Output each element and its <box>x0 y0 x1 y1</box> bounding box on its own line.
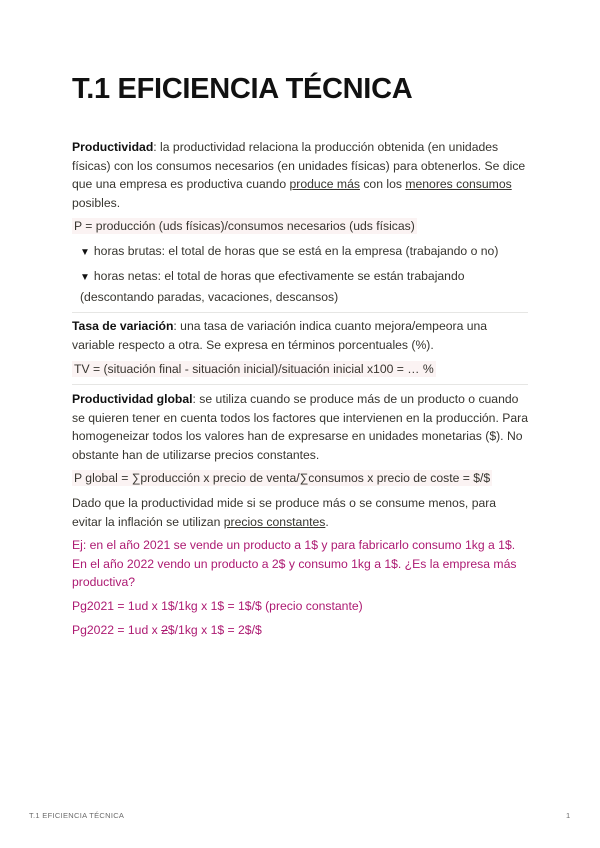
global-note-text-a: Dado que la productividad mide si se produce más o se consume menos, para evitar la inflación se utilizan <box>72 496 497 529</box>
toggle-horas-netas[interactable] <box>72 267 536 306</box>
productividad-text-c: posibles. <box>72 195 121 210</box>
pg2021-line: Pg2021 = 1ud x 1$/1kg x 1$ = 1$/$ (precio constante) <box>72 599 363 613</box>
productividad-term: Productividad <box>72 140 154 154</box>
productividad-text-a: : la productividad relaciona la producción obtenida (en unidades físicas) con los consumos necesarios (en unidades físicas) para obtenerlos. Se dice que una empresa es productiva cuando <box>72 140 526 191</box>
example-paragraph: Ej: en el año 2021 se vende un producto a 1$ y para fabricarlo consumo 1kg a 1$. En el año 2022 vendo un producto a 2$ y consumo 1kg a 1$. ¿Es la empresa más productiva? <box>72 538 517 589</box>
footer-page-number: 1 <box>566 811 571 820</box>
toggle-triangle-icon[interactable]: ▼ <box>80 272 90 283</box>
divider <box>72 384 528 385</box>
tasa-term: Tasa de variación <box>72 319 174 333</box>
tasa-formula: TV = (situación final - situación inicial)/situación inicial x100 = … % <box>74 362 434 376</box>
tasa-paragraph <box>72 317 528 354</box>
global-term: Productividad global <box>72 392 193 406</box>
productividad-text-b: con los <box>359 177 406 191</box>
toggle-horas-netas-text: horas netas: el total de horas que efectivamente se están trabajando (descontando paradas, vacaciones, descansos) <box>80 269 465 304</box>
footer-title: T.1 EFICIENCIA TÉCNICA <box>29 811 125 820</box>
productividad-formula: P = producción (uds físicas)/consumos necesarios (uds físicas) <box>74 219 415 233</box>
productividad-paragraph <box>72 138 528 212</box>
global-note-text-b: . <box>325 514 329 529</box>
global-note <box>72 494 528 531</box>
divider <box>72 312 528 313</box>
toggle-horas-brutas-text: horas brutas: el total de horas que se está en la empresa (trabajando o no) <box>93 244 499 258</box>
global-paragraph <box>72 390 528 464</box>
produce-mas-link: produce más <box>289 177 360 191</box>
tasa-text: : una tasa de variación indica cuanto mejora/empeora una variable respecto a otra. Se expresa en términos porcentuales (%). <box>72 319 488 352</box>
toggle-triangle-icon[interactable]: ▼ <box>80 247 90 258</box>
productividad-formula-line <box>72 217 528 236</box>
global-text: : se utiliza cuando se produce más de un producto o cuando se quieren tener en cuenta todos los factores que intervienen en la producción. Para homogeneizar todos los valores han de expresarse en unidades monetarias ($). No obstante han de utilizarse precios constantes. <box>72 392 528 462</box>
global-formula-line <box>72 469 528 488</box>
precios-constantes-link: precios constantes <box>223 514 326 529</box>
pg2022-text-b: $/1kg x 1$ = 2$/$ <box>167 623 262 637</box>
global-formula: P global = ∑producción x precio de venta/∑consumos x precio de coste = $/$ <box>74 471 491 485</box>
tasa-formula-line <box>72 360 528 379</box>
menores-consumos-link: menores consumos <box>405 177 512 191</box>
pg2022-strike: 2 <box>161 623 168 637</box>
page-title: T.1 EFICIENCIA TÉCNICA <box>72 73 413 105</box>
toggle-horas-brutas[interactable] <box>72 242 536 263</box>
pg2022-line <box>72 621 528 640</box>
pg2022-text-a: Pg2022 = 1ud x <box>72 623 162 637</box>
